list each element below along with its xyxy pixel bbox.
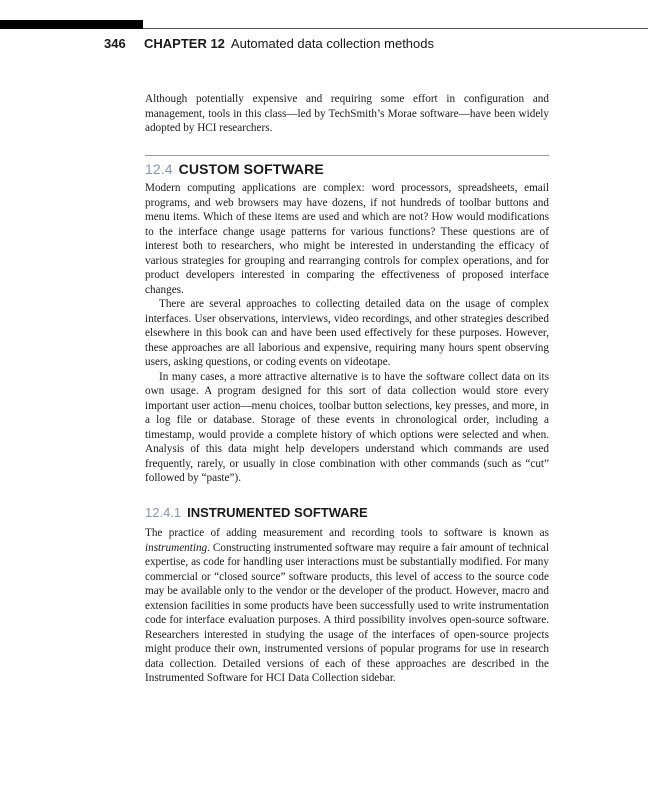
- section-divider: [145, 155, 549, 156]
- subsection-title: INSTRUMENTED SOFTWARE: [187, 504, 368, 520]
- section-paragraph: There are several approaches to collecting detailed data on the usage of complex interfaces. User observations, interviews, video recordings, and other strategies described elsewhere in this book can and have been used effectively for these purposes. However, these approaches are all laborious and expensive, requiring many hours spent observing users, asking questions, or coding events on videotape.: [145, 298, 549, 368]
- subsection-paragraph-rest: . Constructing instrumented software may require a fair amount of technical expertise, as code for handling user interactions must be substantially modified. For many commercial or “closed source” software products, this level of access to the source code may be available only to the vendor or the developer of the product. However, macro and extension facilities in some products have been successfully used to write instrumentation code for interface evaluation purposes. A third possibility involves open-source software. Researchers interested in studying the usage of the interfaces of open-source projects might produce their own, instrumented versions of popular programs for use in research data collection. Detailed versions of each of these approaches are described in the Instrumented Software for HCI Data Collection sidebar.: [145, 541, 549, 684]
- section-paragraph: Modern computing applications are complex: word processors, spreadsheets, email programs, and web browsers may have dozens, if not hundreds of toolbar buttons and menu items. Which of these items are used and which are not? How would modifications to the interface change usage patterns for various functions? These questions are of interest both to researchers, who might be interested in understanding the efficacy of various strategies for grouping and rearranging controls for complex operations, and for product developers interested in comparing the effectiveness of proposed interface changes.: [145, 182, 549, 296]
- page-number: 346: [104, 36, 126, 51]
- section-number: 12.4: [145, 160, 173, 177]
- section-paragraph: In many cases, a more attractive alternative is to have the software collect data on its own usage. A program designed for this sort of data collection would store every important user action—menu choices, toolbar button selections, key presses, and more, in a log file or database. Storage of these events in chronological order, including a timestamp, would provide a complete history of which options were selected and when. Analysis of this data might help developers understand which commands are used frequently, rarely, or usually in close combination with other commands (such as “cut” followed by “paste”).: [145, 370, 549, 484]
- term-instrumenting: instrumenting: [145, 541, 208, 554]
- header-rule: [143, 28, 648, 29]
- intro-paragraph: Although potentially expensive and requiring some effort in configuration and management, tools in this class—led by TechSmith’s Morae software—have been widely adopted by HCI researchers.: [145, 93, 549, 134]
- running-head: [104, 36, 434, 51]
- section-title: CUSTOM SOFTWARE: [178, 160, 324, 177]
- subsection-number: 12.4.1: [145, 504, 182, 520]
- subsection-heading: [145, 506, 549, 521]
- section-heading: [145, 162, 549, 177]
- page-body: [145, 92, 549, 686]
- subsection-paragraph-start: The practice of adding measurement and recording tools to software is known as: [145, 527, 549, 539]
- header-black-bar: [0, 20, 143, 29]
- chapter-label: CHAPTER 12: [144, 36, 225, 51]
- chapter-title: Automated data collection methods: [230, 36, 434, 51]
- subsection-paragraph: [145, 526, 549, 686]
